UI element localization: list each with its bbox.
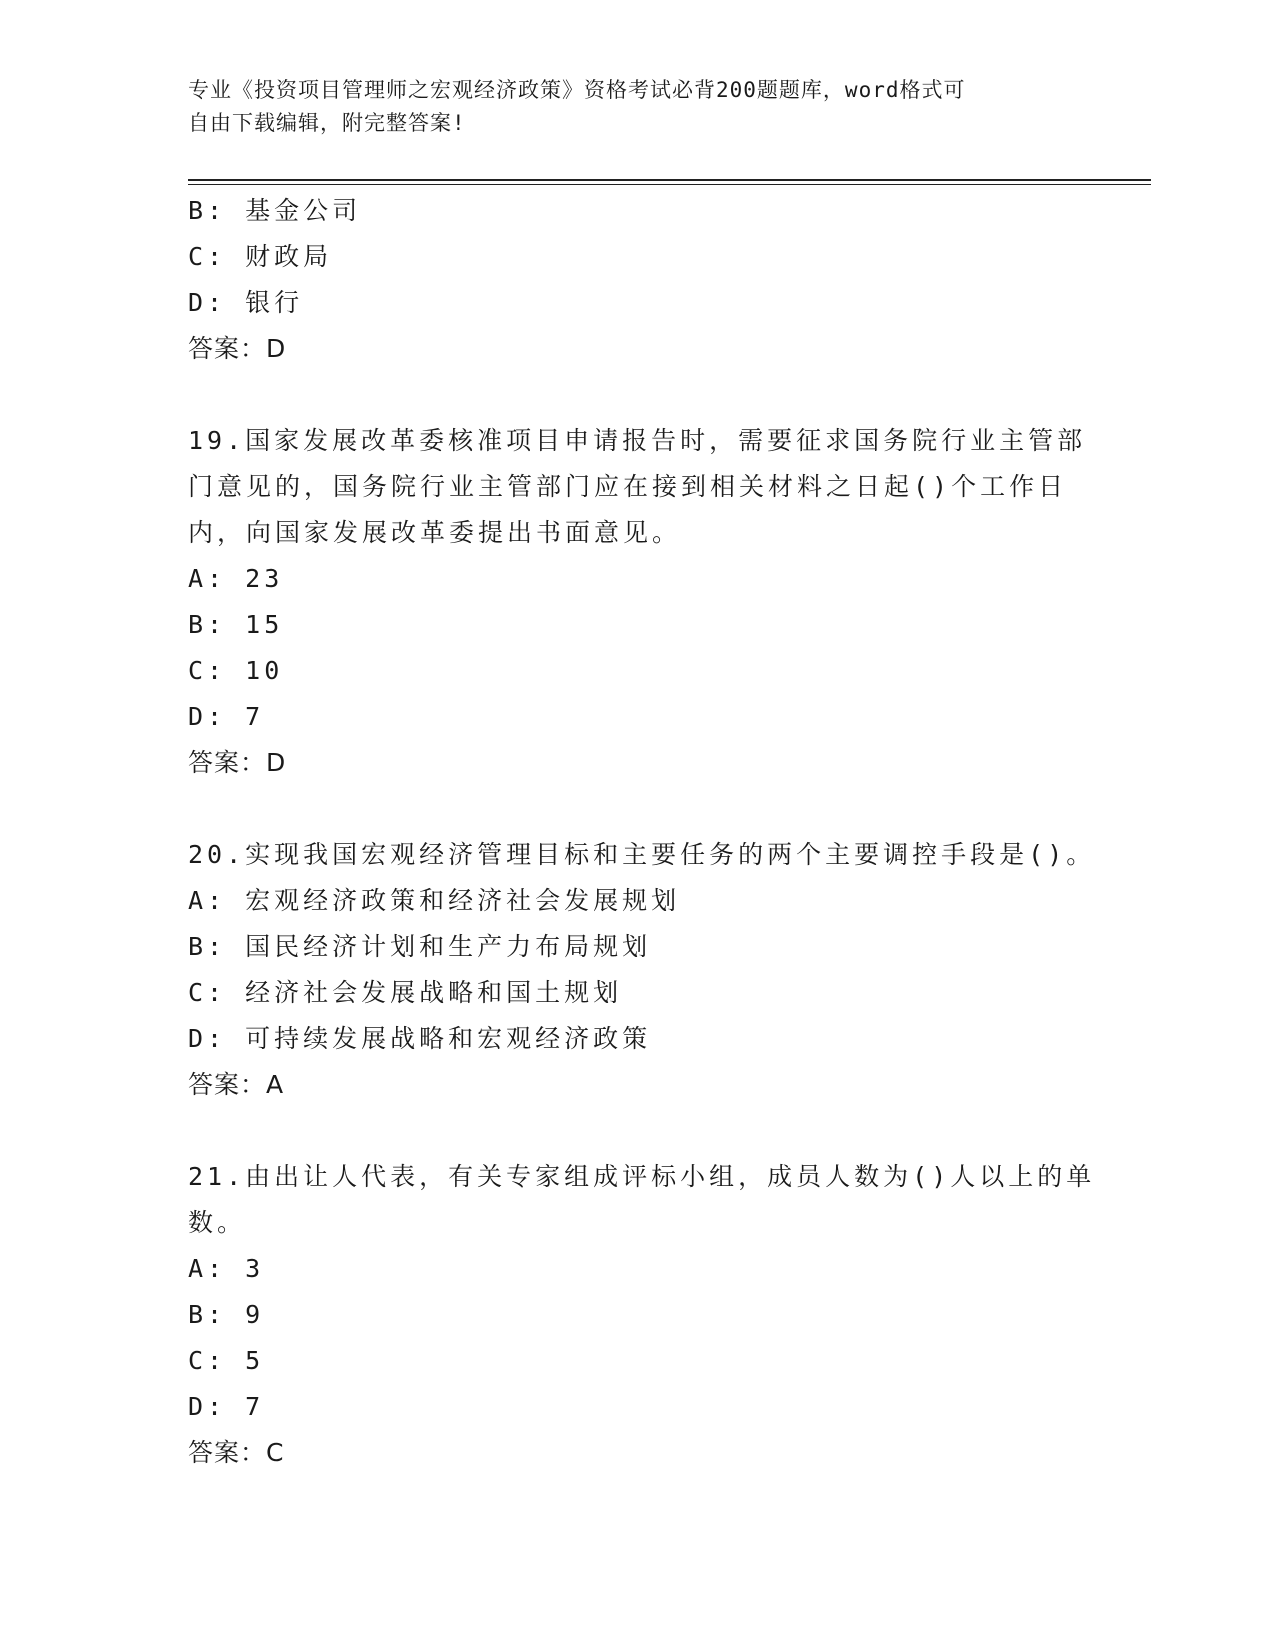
header-line-1: 专业《投资项目管理师之宏观经济政策》资格考试必背200题题库，word格式可 (188, 78, 966, 102)
option-c: C: 经济社会发展战略和国土规划 (188, 978, 623, 1007)
option-d: D: 7 (188, 1392, 265, 1421)
answer-label: 答案：D (188, 748, 287, 777)
header-divider-thin (188, 184, 1151, 185)
question-text-line: 内，向国家发展改革委提出书面意见。 (188, 518, 682, 547)
header-line-2: 自由下载编辑，附完整答案! (188, 111, 466, 135)
option-c: C: 5 (188, 1346, 265, 1375)
option-d: D: 可持续发展战略和宏观经济政策 (188, 1024, 652, 1053)
option-b: B: 9 (188, 1300, 265, 1329)
option-b: B: 国民经济计划和生产力布局规划 (188, 932, 652, 961)
question-block-18 (188, 188, 1088, 372)
option-b: B: 基金公司 (188, 196, 362, 225)
option-d: D: 银行 (188, 288, 304, 317)
question-block-21 (188, 1154, 1096, 1476)
question-text-line: 19.国家发展改革委核准项目申请报告时，需要征求国务院行业主管部 (188, 426, 1087, 455)
option-d: D: 7 (188, 702, 265, 731)
spacer (188, 372, 1088, 418)
option-c: C: 财政局 (188, 242, 333, 271)
question-text-line: 21.由出让人代表，有关专家组成评标小组，成员人数为()人以上的单 (188, 1162, 1096, 1191)
answer-label: 答案：A (188, 1070, 285, 1099)
answer-label: 答案：D (188, 334, 287, 363)
question-text-line: 20.实现我国宏观经济管理目标和主要任务的两个主要调控手段是()。 (188, 840, 1096, 869)
question-list (188, 188, 1096, 1476)
question-text-line: 门意见的，国务院行业主管部门应在接到相关材料之日起()个工作日 (188, 472, 1068, 501)
question-block-19 (188, 418, 1088, 786)
question-block-20 (188, 832, 1096, 1108)
option-a: A: 23 (188, 564, 284, 593)
option-a: A: 宏观经济政策和经济社会发展规划 (188, 886, 681, 915)
option-b: B: 15 (188, 610, 284, 639)
option-c: C: 10 (188, 656, 284, 685)
spacer (188, 786, 1088, 832)
answer-label: 答案：C (188, 1438, 285, 1467)
header-divider-thick (188, 179, 1151, 181)
spacer (188, 1108, 1088, 1154)
option-a: A: 3 (188, 1254, 265, 1283)
document-header (188, 74, 1088, 140)
question-text-line: 数。 (188, 1208, 247, 1237)
